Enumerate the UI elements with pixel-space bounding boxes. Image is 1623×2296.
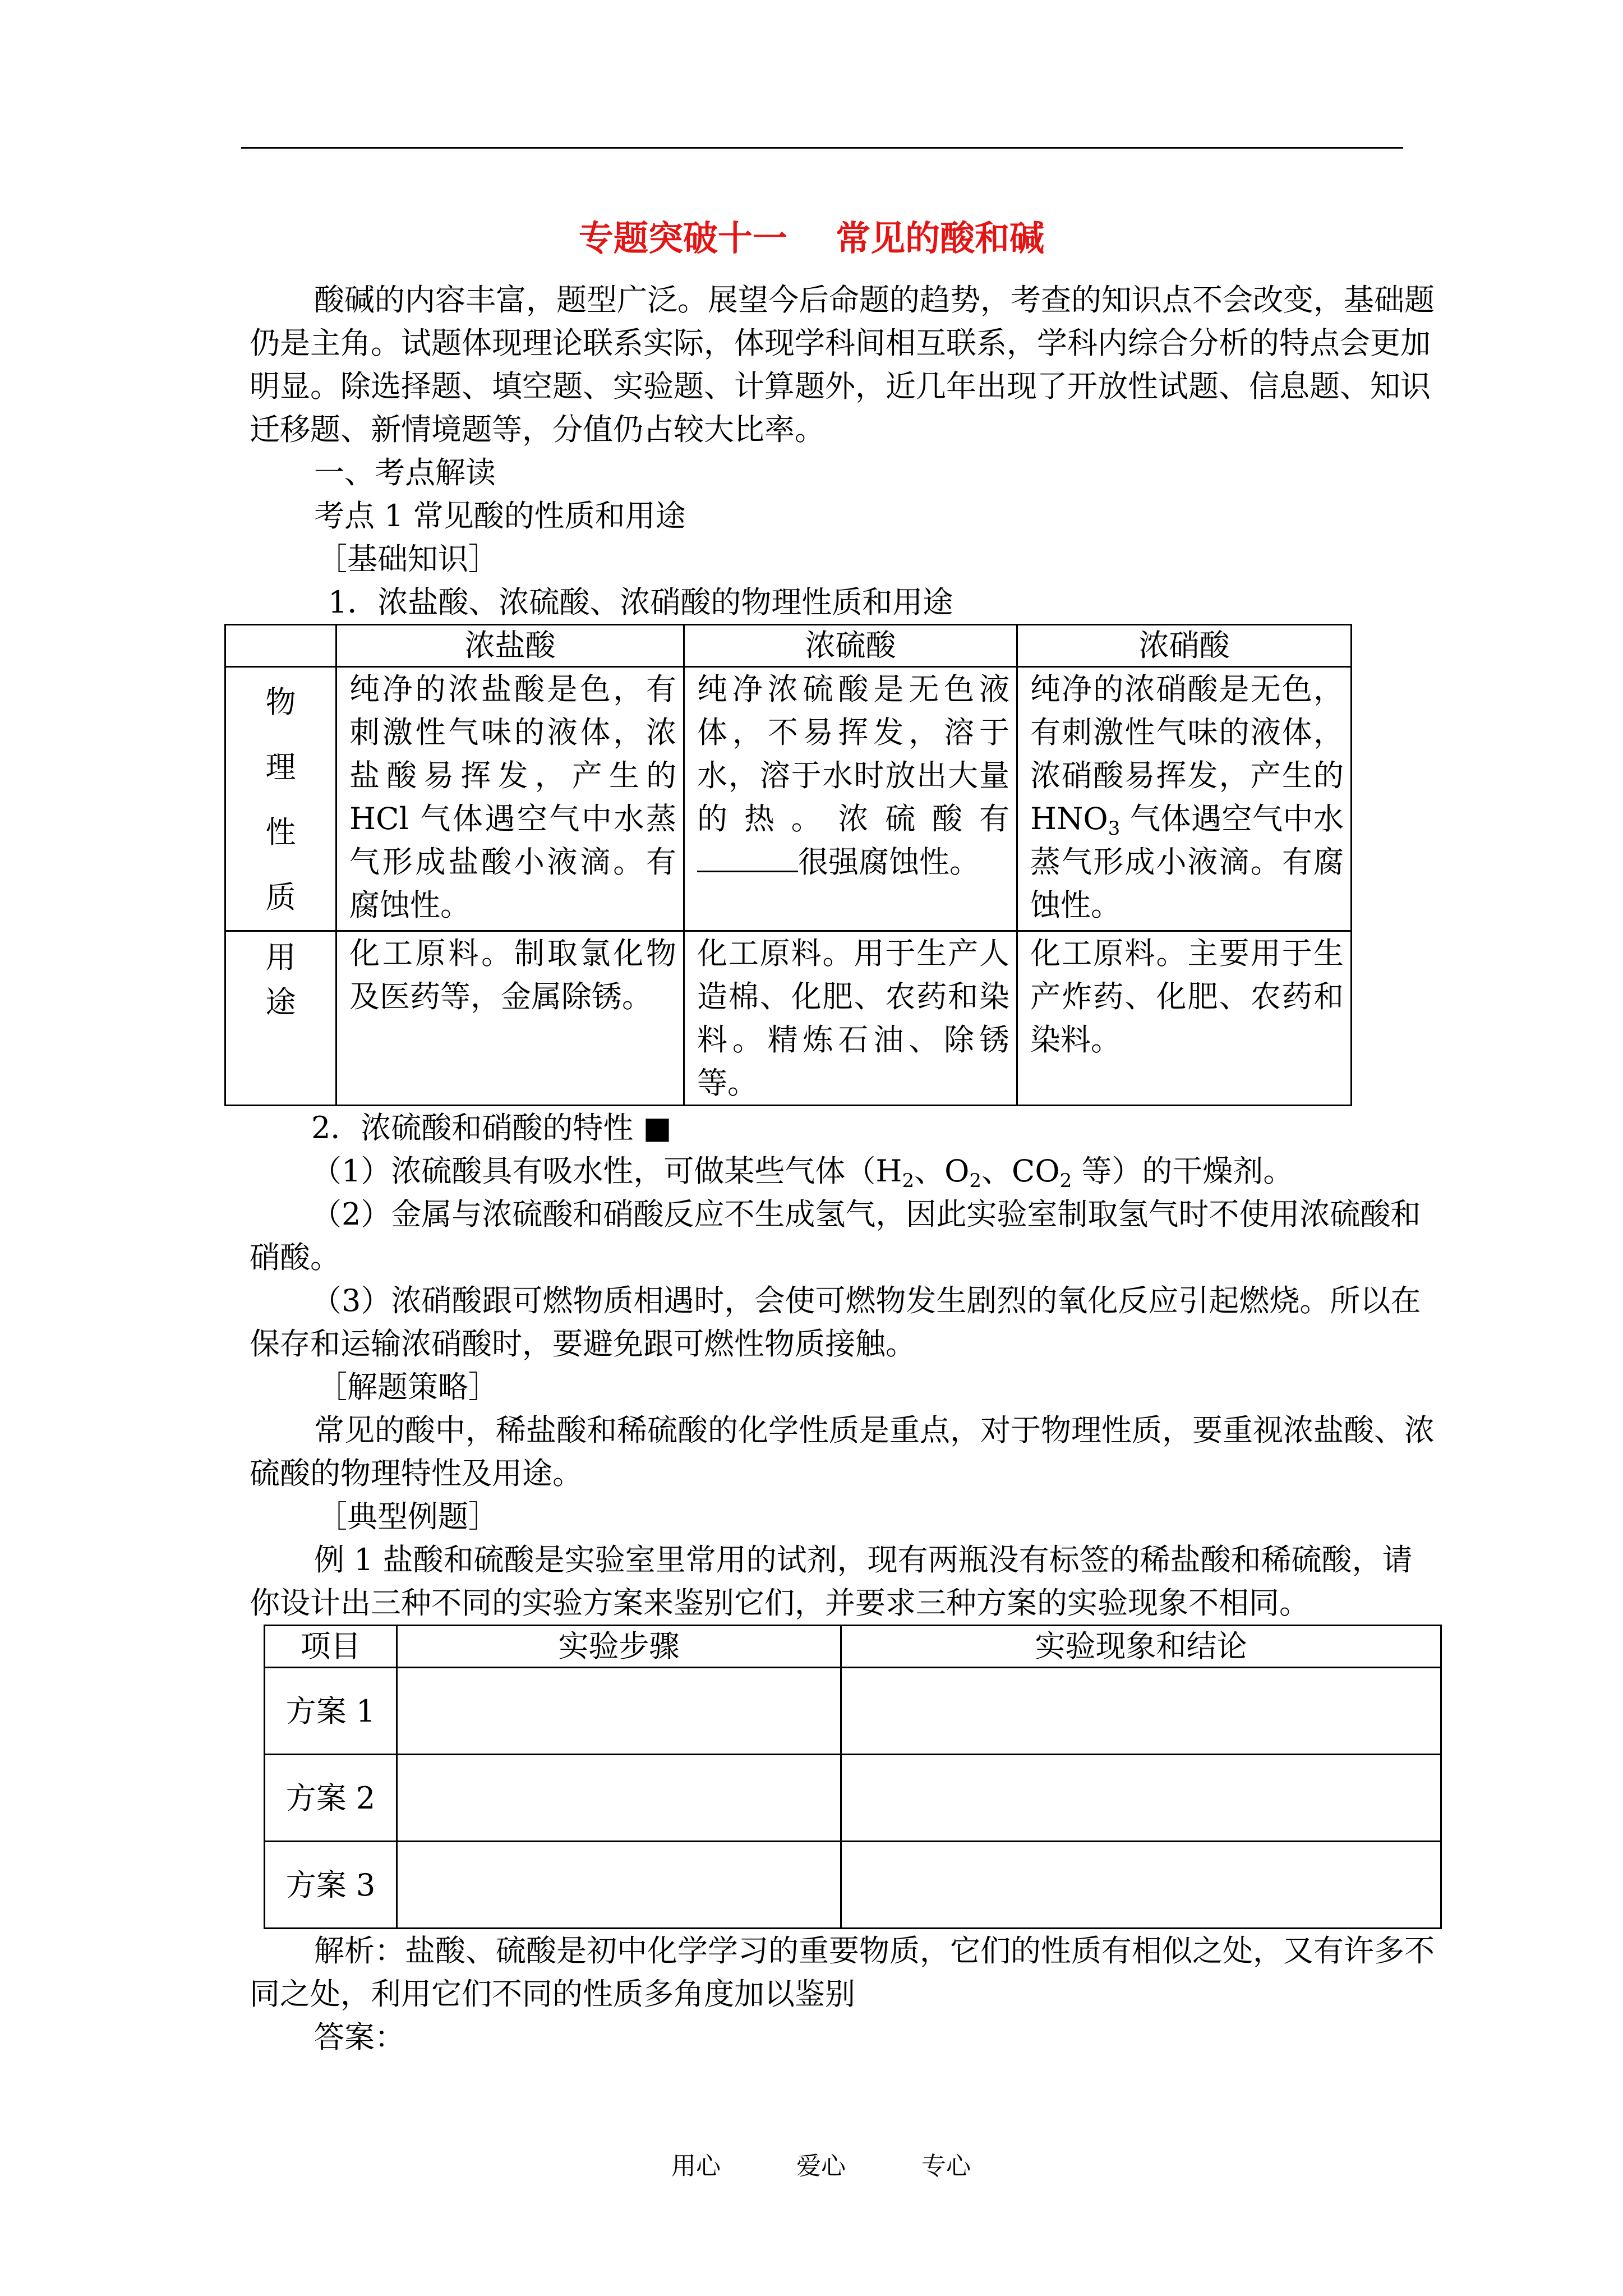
item-2-heading: 2．浓硫酸和硝酸的特性 ■ [311,1110,672,1145]
header-steps: 实验步骤 [397,1626,841,1668]
plan-label: 方案 2 [265,1755,397,1842]
table-row [265,1755,1441,1842]
cell-h2so4-physical: 纯净浓硫酸是无色液体，不易挥发，溶于水，溶于水时放出大量的热。浓硫酸有很强腐蚀性。 [684,667,1017,931]
table-row [265,1842,1441,1929]
basic-knowledge-label: ［基础知识］ [317,541,499,577]
plan-label: 方案 3 [265,1842,397,1929]
strategy-text: 常见的酸中，稀盐酸和稀硫酸的化学性质是重点，对于物理性质，要重视浓盐酸、浓硫酸的物理特性及用途。 [250,1412,1435,1491]
plan-results-cell [841,1755,1441,1842]
table-row [225,931,1352,1106]
section-heading: 一、考点解读 [314,455,496,490]
fill-blank [697,843,798,872]
page-title: 专题突破十一 常见的酸和碱 [578,218,1045,259]
answer-label: 答案： [314,2019,405,2055]
row-label-physical: 物 理 性 质 [225,667,336,931]
typical-example-label: ［典型例题］ [317,1499,499,1534]
footer-text: 爱心 [796,2152,846,2180]
plan-steps-cell [397,1755,841,1842]
property-1: （1）浓硫酸具有吸水性，可做某些气体（$H_2$、$O_2$、$CO_2$ 等）的干燥剂。 [311,1153,1294,1192]
plan-results-cell [841,1668,1441,1755]
header-hno3: 浓硝酸 [1017,625,1352,667]
corner-cell [225,625,336,667]
cell-hcl-usage: 化工原料。制取氯化物及医药等，金属除锈。 [336,931,684,1106]
item-1-heading: 1．浓盐酸、浓硫酸、浓硝酸的物理性质和用途 [328,585,953,620]
strategy-label: ［解题策略］ [317,1369,499,1405]
cell-hno3-usage: 化工原料。主要用于生产炸药、化肥、农药和染料。 [1017,931,1352,1106]
plan-label: 方案 1 [265,1668,397,1755]
kaodian-heading: 考点 1 常见酸的性质和用途 [314,498,686,533]
header-results: 实验现象和结论 [841,1626,1441,1668]
intro-paragraph: 酸碱的内容丰富，题型广泛。展望今后命题的趋势，考查的知识点不会改变，基础题仍是主角。试题体现理论联系实际，体现学科间相互联系，学科内综合分析的特点会更加明显。除选择题、填空题、实验题、计算题外，近几年出现了开放性试题、信息题、知识迁移题、新情境题等，分值仍占较大比率。 [250,282,1435,447]
cell-h2so4-usage: 化工原料。用于生产人造棉、化肥、农药和染料。精炼石油、除锈等。 [684,931,1017,1106]
row-label-usage: 用 途 [225,931,336,1106]
header-item: 项目 [265,1626,397,1668]
header-rule [241,147,1403,149]
property-3: （3）浓硝酸跟可燃物质相遇时，会使可燃物发生剧烈的氧化反应引起燃烧。所以在保存和运输浓硝酸时，要避免跟可燃性物质接触。 [250,1283,1421,1361]
analysis-text: 解析：盐酸、硫酸是初中化学学习的重要物质，它们的性质有相似之处，又有许多不同之处，利用它们不同的性质多角度加以鉴别 [250,1933,1435,2012]
document-body [250,278,1438,2059]
table-row [265,1668,1441,1755]
cell-hno3-physical: 纯净的浓硝酸是无色，有刺激性气味的液体，浓硝酸易挥发，产生的 $HNO_3$ 气体遇空气中水蒸气形成小液滴。有腐蚀性。 [1017,667,1352,931]
plan-steps-cell [397,1668,841,1755]
cell-hcl-physical: 纯净的浓盐酸是色，有刺激性气味的液体，浓盐酸易挥发，产生的 HCl 气体遇空气中水蒸气形成盐酸小液滴。有腐蚀性。 [336,667,684,931]
table-header-row [225,625,1352,667]
example-1: 例 1 盐酸和硫酸是实验室里常用的试剂，现有两瓶没有标签的稀盐酸和稀硫酸，请你设计出三种不同的实验方案来鉴别它们，并要求三种方案的实验现象不相同。 [250,1542,1413,1621]
footer-text: 专心 [921,2152,971,2180]
property-2: （2）金属与浓硫酸和硝酸反应不生成氢气，因此实验室制取氢气时不使用浓硫酸和硝酸。 [250,1197,1421,1275]
footer-text: 用心 [671,2152,721,2180]
experiment-plan-table [264,1625,1442,1929]
plan-results-cell [841,1842,1441,1929]
table-header-row [265,1626,1441,1668]
plan-steps-cell [397,1842,841,1929]
table-row [225,667,1352,931]
header-h2so4: 浓硫酸 [684,625,1017,667]
header-hcl: 浓盐酸 [336,625,684,667]
acid-properties-table [224,624,1352,1106]
